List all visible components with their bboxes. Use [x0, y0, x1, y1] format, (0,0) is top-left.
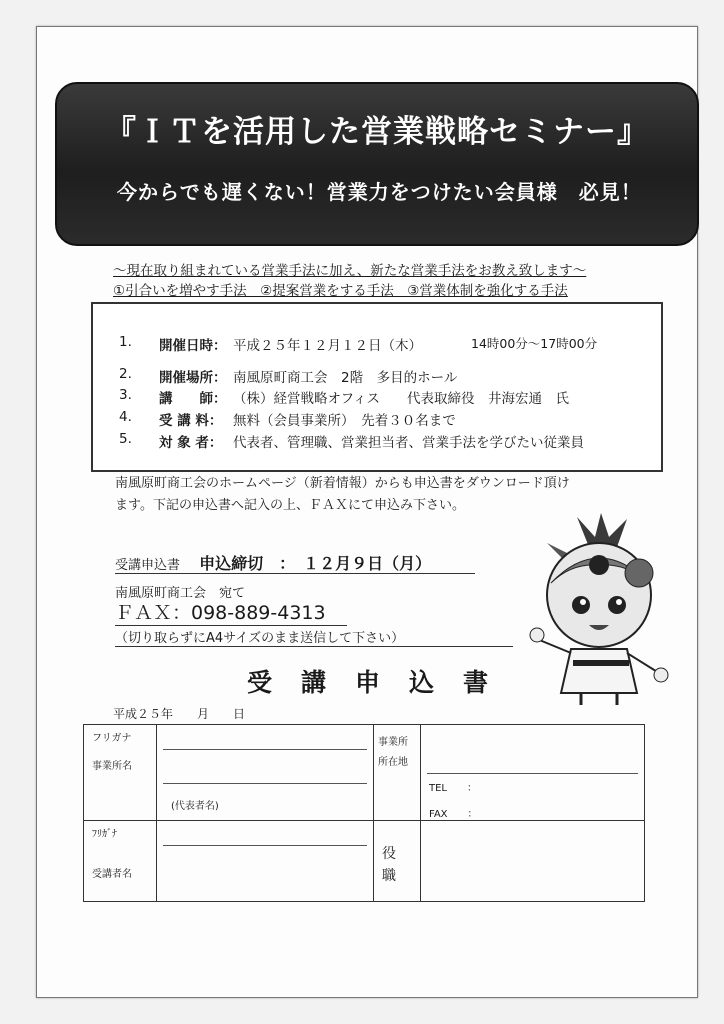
info-value: （株）経営戦略オフィス 代表取締役 井海宏通 氏 — [233, 391, 570, 407]
seminar-title: 『ＩＴを活用した営業戦略セミナー』 — [105, 114, 649, 150]
furigana-line — [163, 749, 367, 750]
info-number: 4. — [119, 409, 132, 425]
attendee-label: 受講者名 — [92, 869, 132, 880]
company-name-label: 事業所名 — [92, 761, 132, 772]
deadline-line — [115, 551, 475, 574]
intro-line: ～現在取り組まれている営業手法に加え、新たな営業手法をお教え致します～ — [113, 263, 587, 279]
position-label-2: 職 — [382, 868, 396, 884]
flyer-sheet — [36, 26, 698, 998]
addressee: 南風原町商工会 宛て — [115, 586, 246, 601]
info-label: 講 師： — [159, 391, 227, 407]
company-line — [163, 783, 367, 784]
address-label-1: 事業所 — [378, 737, 408, 748]
form-label: 受講申込書 — [115, 558, 181, 573]
representative-label: (代表者名) — [171, 801, 219, 812]
tel-label: TEL ： — [429, 783, 477, 794]
furigana-label-2: ﾌﾘｶﾞﾅ — [92, 829, 117, 840]
download-note-line2: ます。下記の申込書へ記入の上、ＦＡＸにて申込み下さい。 — [115, 498, 465, 513]
seminar-info-box — [91, 302, 663, 472]
info-label: 受 講 料： — [159, 413, 223, 429]
furigana-label: フリガナ — [92, 733, 132, 744]
info-number: 3. — [119, 387, 132, 403]
download-note — [115, 473, 655, 517]
deadline-text: 申込締切 ： １２月９日（月） — [199, 554, 432, 573]
attendee-label-cell — [84, 821, 157, 902]
attendee-furigana-line — [163, 845, 367, 846]
form-date: 平成２５年 月 日 — [113, 707, 246, 721]
fax-number: ＦＡＸ：098-889-4313 — [115, 598, 347, 626]
attendee-name-field[interactable] — [157, 821, 374, 902]
info-number: 2. — [119, 366, 132, 382]
info-value: 無料（会員事業所） 先着３０名まで — [233, 413, 456, 429]
fax-label: FAX ： — [429, 809, 478, 820]
info-value: 南風原町商工会 2階 多目的ホール — [233, 370, 458, 386]
title-banner — [55, 82, 699, 246]
info-label: 対 象 者： — [159, 435, 223, 451]
address-line — [427, 773, 638, 774]
methods-line: ①引合いを増やす手法 ②提案営業をする手法 ③営業体制を強化する手法 — [113, 283, 568, 299]
position-label-cell — [374, 821, 421, 902]
info-value: 代表者、管理職、営業担当者、営業手法を学びたい従業員 — [233, 435, 584, 451]
info-label: 開催日時： — [159, 338, 227, 354]
info-value: 平成２５年１２月１２日（木） — [233, 338, 422, 354]
seminar-subtitle: 今からでも遅くない！営業力をつけたい会員様 必見！ — [117, 180, 642, 204]
address-field[interactable] — [421, 725, 645, 821]
info-time: 14時00分～17時00分 — [471, 336, 598, 351]
form-title: 受 講 申 込 書 — [247, 668, 491, 697]
download-note-line1: 南風原町商工会のホームページ（新着情報）からも申込書をダウンロード頂け — [115, 476, 570, 491]
company-label-cell — [84, 725, 157, 821]
address-label-2: 所在地 — [378, 757, 408, 768]
mascot-illustration — [527, 513, 675, 709]
address-label-cell — [374, 725, 421, 821]
position-field[interactable] — [421, 821, 645, 902]
info-number: 5. — [119, 431, 132, 447]
application-form-table — [83, 724, 645, 902]
position-label-1: 役 — [382, 846, 396, 862]
company-name-field[interactable] — [157, 725, 374, 821]
info-label: 開催場所： — [159, 370, 227, 386]
info-number: 1. — [119, 334, 132, 350]
fax-instruction: （切り取らずにA4サイズのまま送信して下さい） — [115, 627, 513, 647]
